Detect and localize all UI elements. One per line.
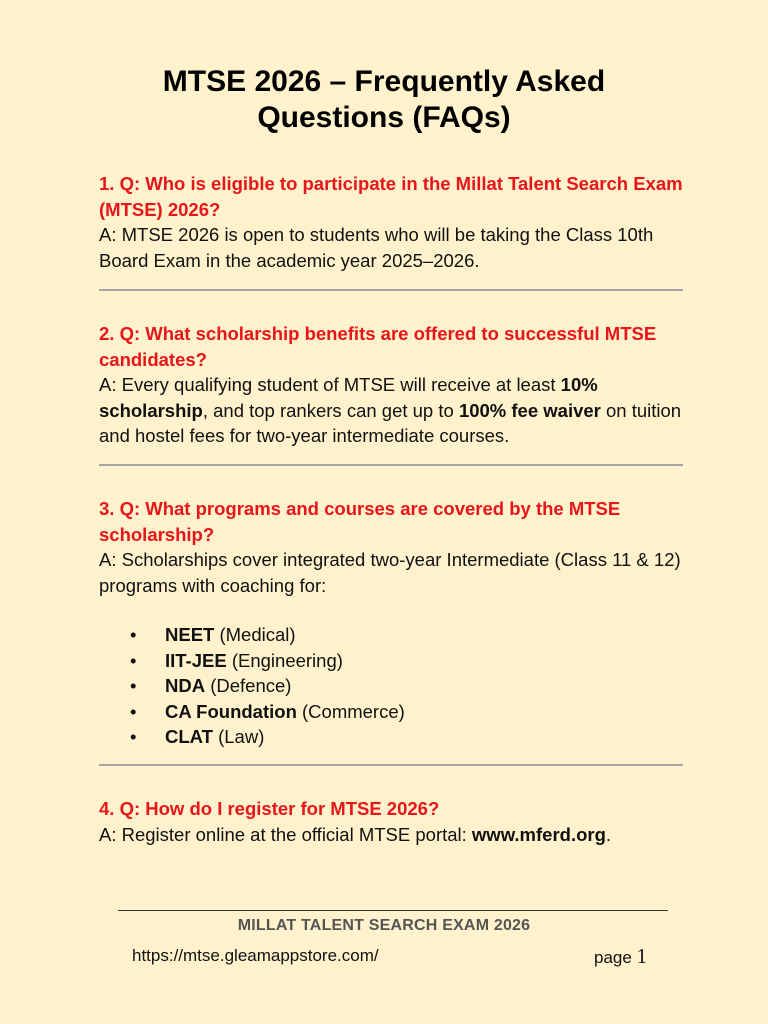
list-item: [99, 622, 689, 648]
faq-item-2: [99, 321, 689, 449]
course-name: CA Foundation: [165, 700, 297, 722]
faq-item-4: [99, 796, 689, 847]
page-title: [0, 64, 768, 136]
answer-text: A: Every qualifying student of MTSE will receive at least: [99, 374, 561, 395]
course-field: (Law): [212, 726, 265, 747]
answer-highlight: 10% scholarship: [99, 374, 598, 421]
faq-question: 2. Q: What scholarship benefits are offered to successful MTSE candidates?: [99, 323, 657, 370]
footer-rule: [118, 910, 668, 911]
faq-item-1: [99, 171, 689, 273]
faq-answer: A: MTSE 2026 is open to students who will be taking the Class 10th Board Exam in the academic year 2025–2026.: [99, 224, 654, 271]
answer-text: A: Register online at the official MTSE portal:: [99, 823, 472, 845]
bullet-icon: •: [130, 700, 137, 722]
bullet-icon: •: [130, 726, 137, 747]
title-line-1: MTSE 2026 – Frequently Asked: [162, 65, 606, 98]
answer-text: on tuition and hostel fees for two-year intermediate courses.: [99, 399, 682, 446]
divider: [99, 464, 683, 466]
faq-answer: [99, 822, 689, 848]
course-name: CLAT: [165, 726, 213, 747]
list-item: [99, 648, 689, 674]
list-item: [99, 673, 689, 699]
list-item: [99, 724, 689, 750]
divider: [99, 289, 683, 291]
list-item: [99, 699, 689, 725]
footer-title: MILLAT TALENT SEARCH EXAM 2026: [237, 917, 531, 934]
page-number: [594, 944, 647, 969]
faq-question: 1. Q: Who is eligible to participate in the Millat Talent Search Exam (MTSE) 2026?: [99, 173, 683, 220]
page-number-value: 1: [636, 944, 648, 968]
footer-url: https://mtse.gleamappstore.com/: [132, 946, 379, 965]
answer-highlight: 100% fee waiver: [458, 399, 601, 421]
bullet-icon: •: [130, 624, 137, 645]
bullet-icon: •: [130, 649, 137, 671]
course-field: (Medical): [214, 624, 296, 645]
course-name: IIT-JEE: [165, 649, 227, 671]
course-name: NEET: [165, 624, 215, 645]
faq-answer: A: Scholarships cover integrated two-year Intermediate (Class 11 & 12) programs with coaching for:: [99, 549, 681, 596]
course-list: [99, 622, 689, 750]
website-link-text: www.mferd.org: [471, 823, 606, 845]
title-line-2: Questions (FAQs): [257, 101, 511, 134]
faq-question: 4. Q: How do I register for MTSE 2026?: [99, 798, 440, 819]
course-field: (Engineering): [226, 649, 343, 671]
page-label: page: [594, 948, 637, 967]
faq-answer: [99, 372, 689, 449]
course-name: NDA: [165, 675, 206, 696]
faq-question: 3. Q: What programs and courses are covered by the MTSE scholarship?: [99, 498, 621, 545]
bullet-icon: •: [130, 675, 137, 696]
answer-text: , and top rankers can get up to: [202, 399, 459, 421]
course-field: (Commerce): [296, 700, 405, 722]
faq-item-3: [99, 496, 689, 750]
divider: [99, 764, 683, 766]
answer-text: .: [605, 823, 612, 845]
course-field: (Defence): [205, 675, 292, 696]
